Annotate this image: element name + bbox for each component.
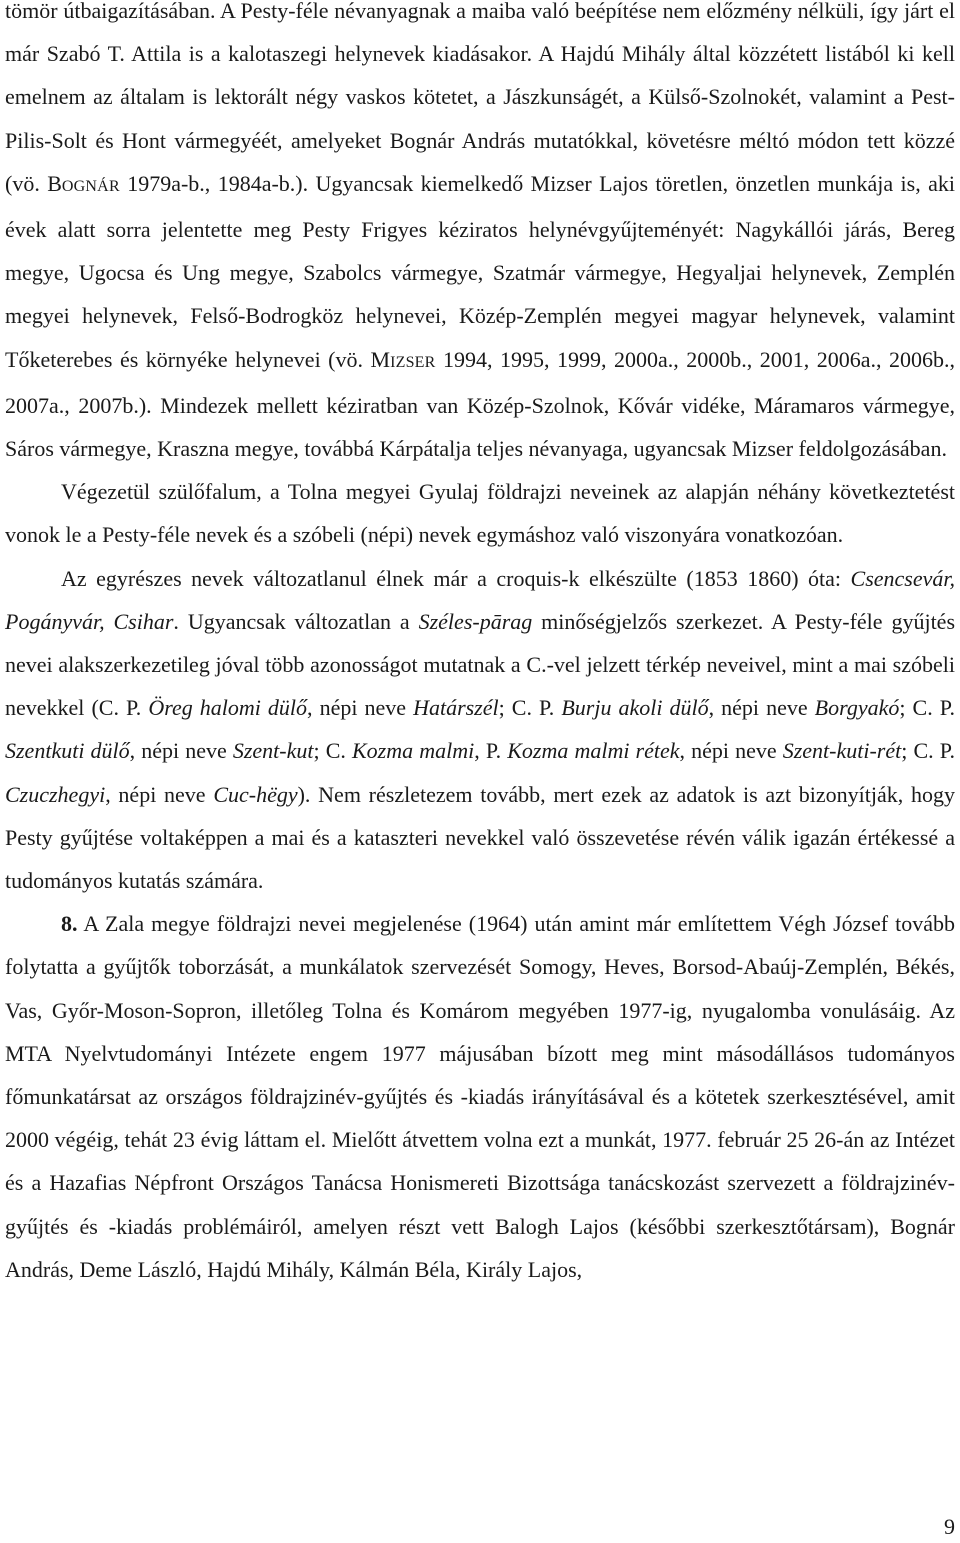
italic-place-name: Cuc-hëgy — [213, 781, 298, 807]
italic-place-name: Széles-pārag — [418, 608, 533, 634]
author-initial: B — [47, 170, 62, 196]
text-run: 1979a-b., 1984a-b.). Ugyancsak kiemelkedő Mizser Lajos töretlen, önzetlen munkája is, aki évek alatt sorra jelentette meg Pesty Frigyes kéziratos helynévgyűjteményét: Nagykállói járás, Bereg megye, Ugocsa és Ung megye, Szabolcs vármegye, Szatmár vármegye, Hegyaljai helynevek, Zemplén megyei helynevek, Felső-Bodrogköz helynevei, Közép-Zemplén megyei magyar helynevek, valamint Tőketerebes és környéke helynevei (vö. — [5, 170, 956, 372]
text-run: ; C. P. — [901, 738, 956, 764]
text-run: ; C. — [313, 738, 352, 764]
text-run: , népi neve — [679, 738, 783, 764]
document-page — [5, 0, 955, 1291]
small-caps-author: OGNÁR — [61, 177, 120, 195]
text-run: , népi neve — [129, 738, 233, 764]
italic-place-name: Szent-kut — [232, 738, 314, 764]
text-run: , népi neve — [708, 695, 815, 721]
italic-place-name: Burju akoli dülő — [561, 695, 709, 721]
paragraph — [5, 470, 955, 556]
paragraph — [5, 0, 955, 470]
italic-place-name: Csencsevár, Pogányvár, Csihar — [5, 565, 955, 634]
italic-place-name: Kozma malmi — [351, 738, 475, 764]
text-run: ). Nem részletezem tovább, mert ezek az adatok is azt bizonyítják, hogy Pesty gyűjtése voltaképpen a mai és a kataszteri nevekkel való összevetése révén válik igazán értékessé a tudományos kutatás számára. — [5, 781, 956, 894]
text-run: , népi neve — [307, 695, 414, 721]
small-caps-author: IZSER — [390, 353, 436, 371]
section-number: 8. — [61, 911, 78, 937]
italic-place-name: Czuczhegyi — [5, 781, 106, 807]
text-run: , népi neve — [105, 781, 214, 807]
text-run: minőségjelzős szerkezet. A Pesty-féle gyűjtés nevei alakszerkezetileg jóval több azonosságot mutatnak a C.-vel jelzett térkép neveivel, mint a mai szóbeli nevekkel (C. P. — [5, 608, 956, 721]
author-initial: M — [370, 346, 391, 372]
italic-place-name: Kozma malmi rétek — [507, 738, 680, 764]
italic-place-name: Szent-kuti-rét — [782, 738, 902, 764]
italic-place-name: Szentkuti dülő — [5, 738, 130, 764]
text-run: , P. — [474, 738, 508, 764]
italic-place-name: Borgyakó — [814, 695, 900, 721]
page-number: 9 — [944, 1514, 955, 1539]
text-run: . Ugyancsak változatlan a — [173, 608, 419, 634]
text-run: tömör útbaigazításában. A Pesty-féle névanyagnak a maiba való beépítése nem előzmény nélküli, így járt el már Szabó T. Attila is a kalotaszegi helynevek kiadásakor. A Hajdú Mihály által közzétett listából ki kell emelnem az általam is lektorált négy vaskos kötetet, a Jászkunságét, a Külső-Szolnokét, valamint a Pest-Pilis-Solt és Hont vármegyéét, amelyeket Bognár András mutatókkal, követésre méltó módon tett közzé (vö. — [5, 0, 955, 196]
paragraph — [5, 557, 955, 903]
text-run: Végezetül szülőfalum, a Tolna megyei Gyulaj földrajzi neveinek az alapján néhány következtetést vonok le a Pesty-féle nevek és a szóbeli (népi) nevek egymáshoz való viszonyára vonatkozóan. — [5, 479, 955, 548]
italic-place-name: Öreg halomi dülő — [148, 695, 308, 721]
text-run: 1994, 1995, 1999, 2000a., 2000b., 2001, 2006a., 2006b., 2007a., 2007b.). Mindezek mellett kéziratban van Közép-Szolnok, Kővár vidéke, Máramaros vármegye, Sáros vármegye, Kraszna megye, továbbá Kárpátalja teljes névanyaga, ugyancsak Mizser feldolgozásában. — [5, 346, 955, 462]
text-run: ; C. P. — [899, 695, 956, 721]
paragraph — [5, 902, 955, 1291]
text-run: A Zala megye földrajzi nevei megjelenése (1964) után amint már említettem Végh József tovább folytatta a gyűjtők toborzását, a munkálatok szervezését Somogy, Heves, Borsod-Abaúj-Zemplén, Békés, Vas, Győr-Moson-Sopron, illetőleg Tolna és Komárom megyében 1977-ig, nyugalomba vonulásáig. Az MTA Nyelvtudományi Intézete engem 1977 májusában bízott meg mint másodállásos tudományos főmunkatársat az országos földrajzinév-gyűjtés és -kiadás irányításával és a kötetek szerkesztésével, amit 2000 végéig, tehát 23 évig láttam el. Mielőtt átvettem volna ezt a munkát, 1977. február 25 26-án az Intézet és a Hazafias Népfront Országos Tanácsa Honismereti Bizottsága tanácskozást szervezett a földrajzinév-gyűjtés és -kiadás problémáiról, amelyen részt vett Balogh Lajos (későbbi szerkesztőtársam), Bognár András, Deme László, Hajdú Mihály, Kálmán Béla, Király Lajos, — [5, 911, 955, 1282]
italic-place-name: Határszél — [413, 695, 499, 721]
text-run: Az egyrészes nevek változatlanul élnek már a croquis-k elkészülte (1853 1860) óta: — [61, 565, 851, 591]
body-text — [5, 0, 955, 1291]
text-run: ; C. P. — [498, 695, 562, 721]
